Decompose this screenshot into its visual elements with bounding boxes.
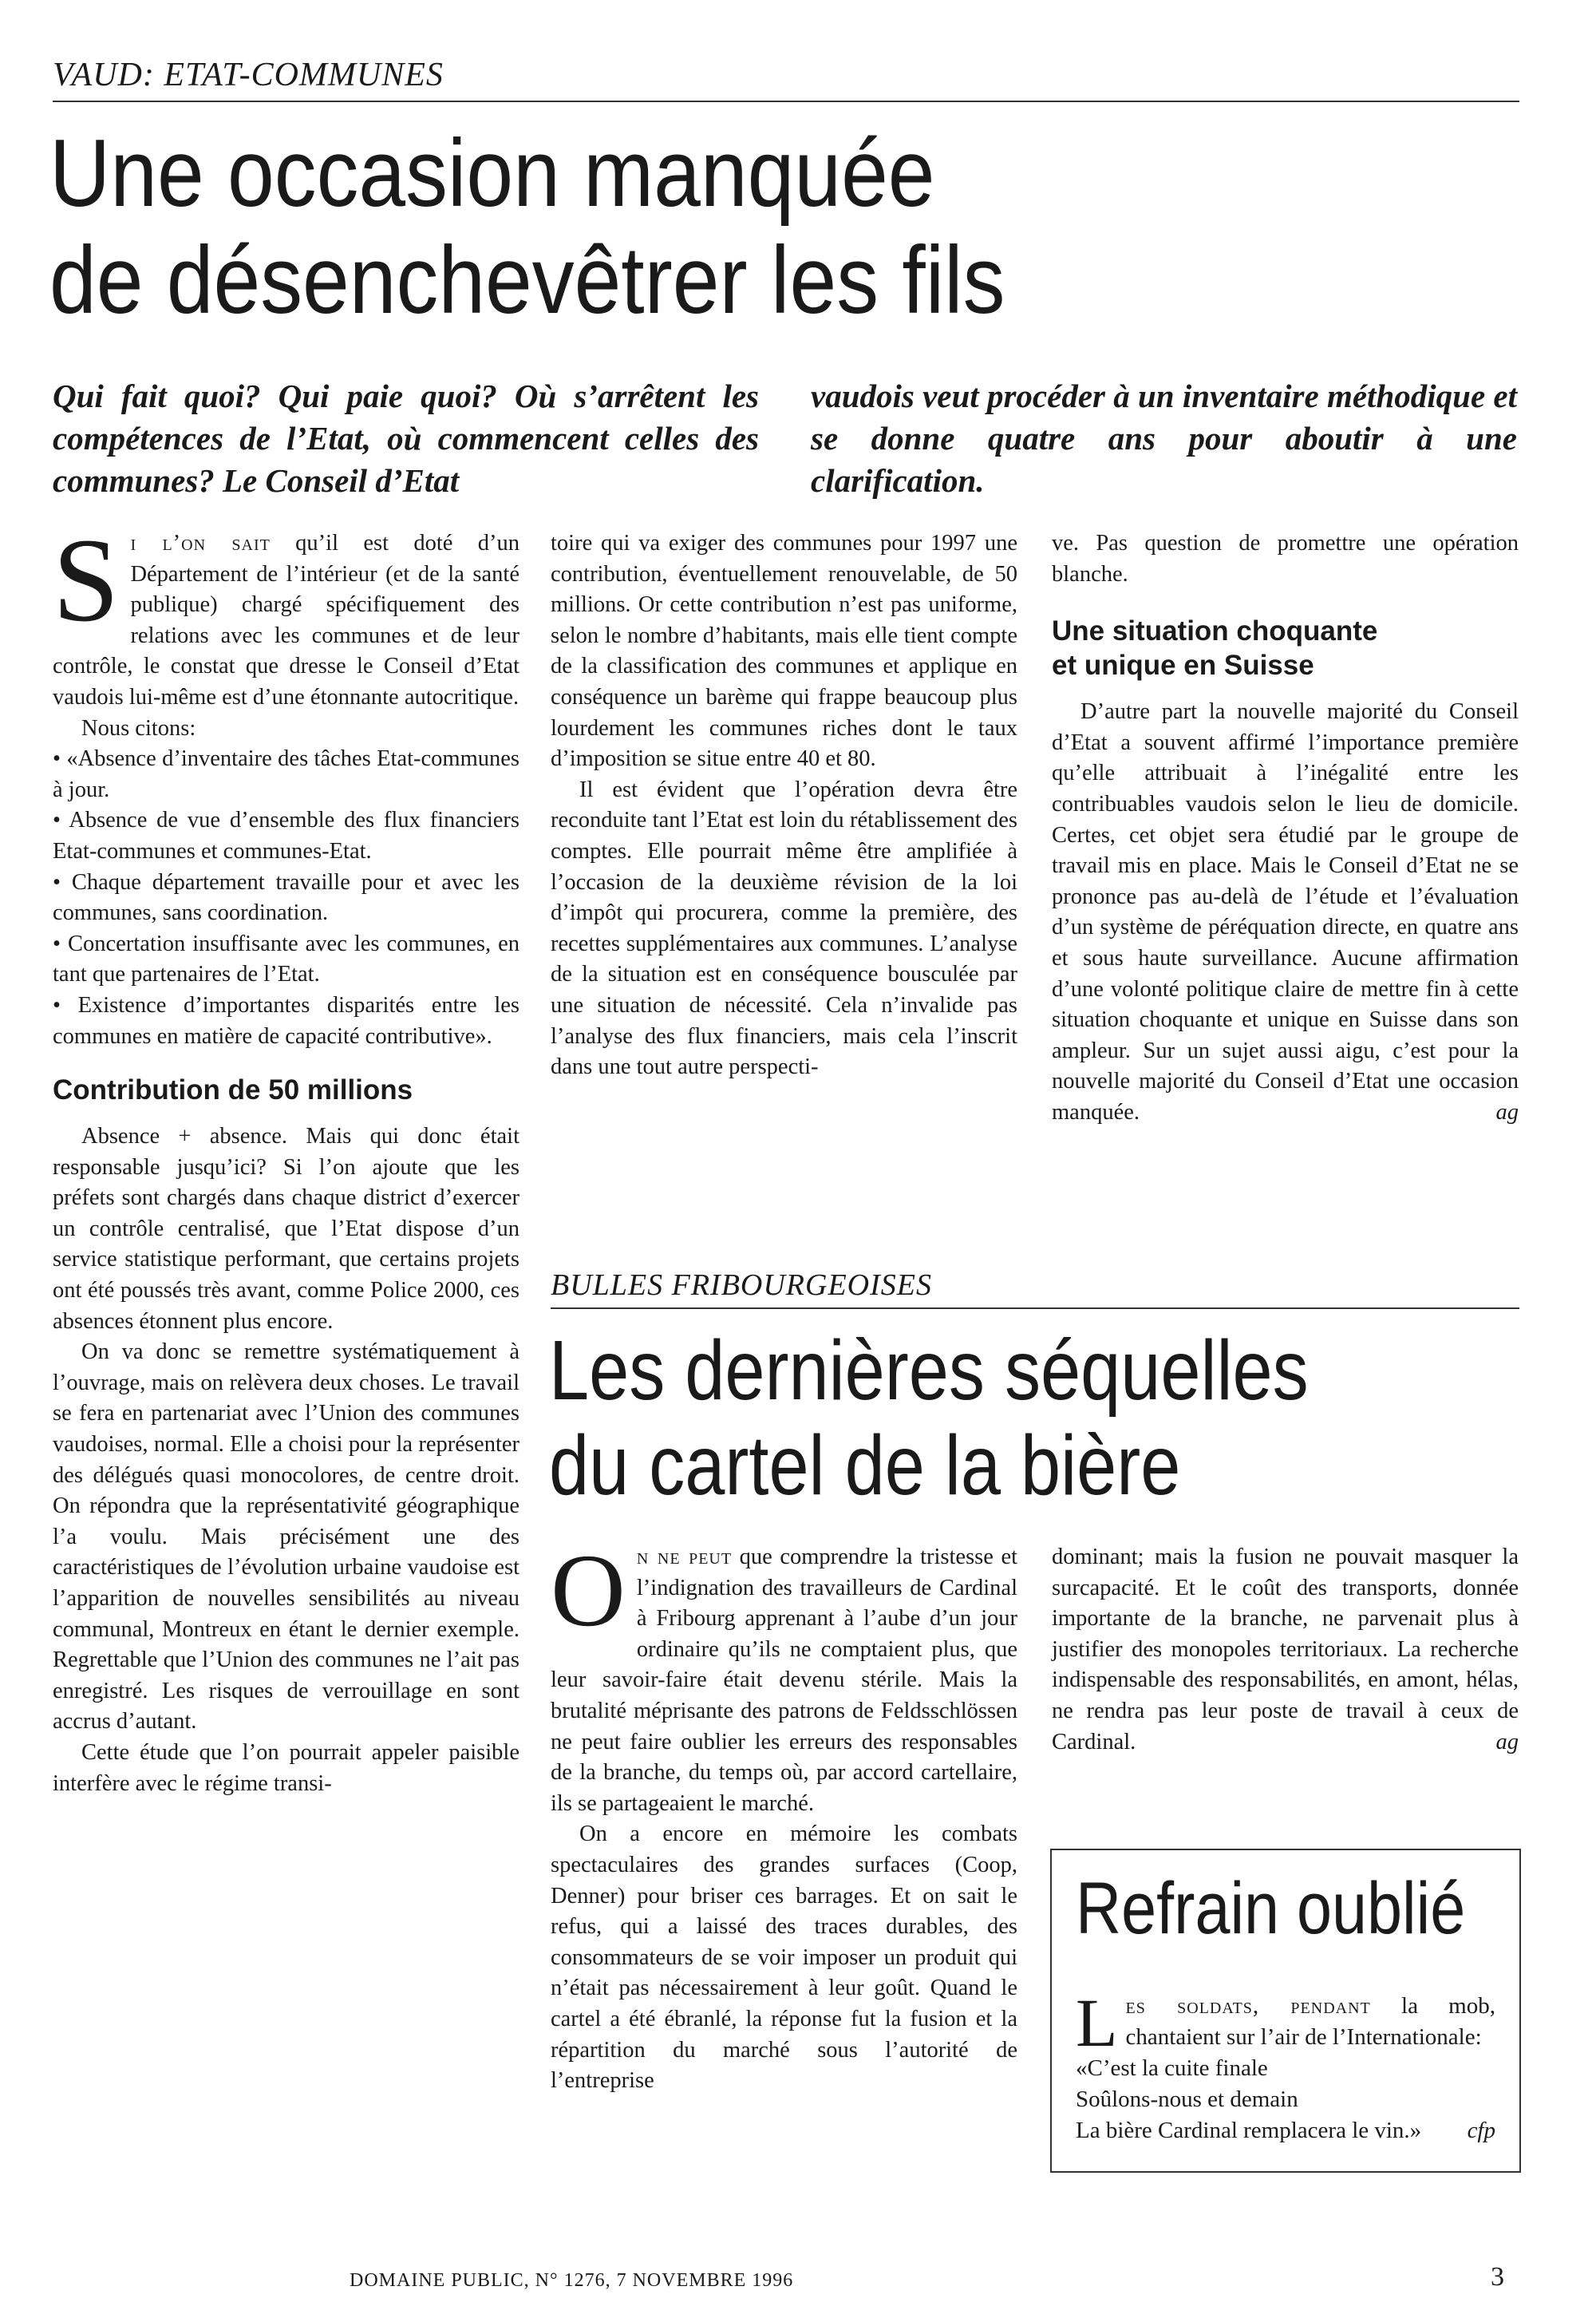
title-line-1: Une occasion manquée <box>49 120 935 227</box>
author-signature: ag <box>1495 1099 1519 1125</box>
section-kicker-2: BULLES FRIBOURGEOISES <box>551 1268 932 1302</box>
section-kicker: VAUD: ETAT-COMMUNES <box>53 57 444 93</box>
box-text <box>1076 1984 1495 2146</box>
paragraph: On va donc se remettre systématiquement à l’ouvrage, mais on relèvera deux choses. Le travail se fera en partenariat avec l’Union des communes vaudoises, normal. Elle a choisi pour la représenter des délégués quasi monocolores, de centre droit. On répondra que la représentativité géographique l’a voulu. Mais précisément une des caractéristiques de l’évolution urbaine vaudoise est l’apparition de nouvelles sensibilités au niveau communal, Montreux en étant le dernier exemple. Regrettable que l’Union des communes ne l’ait pas enregistré. Les risques de verrouillage en sont accrus d’autant. <box>53 1339 519 1735</box>
opening-smallcaps: n ne peut <box>636 1545 733 1569</box>
paragraph: On a encore en mémoire les combats spectaculaires des grandes surfaces (Coop, Denner) pour briser ces barrages. Et on sait le refus, qui a laissé des traces durables, des consommateurs de se voir imposer un produit qui n’était pas nécessairement à leur goût. Quand le cartel a été ébranlé, la réponse fut la fusion et la répartition du marché sous l’autorité de l’entreprise <box>551 1822 1017 2094</box>
page-number: 3 <box>1491 2262 1504 2292</box>
drop-cap: S <box>53 514 120 647</box>
verse-line: La bière Cardinal remplacera le vin.» cfp <box>1076 2115 1495 2146</box>
paragraph: D’autre part la nouvelle majorité du Conseil d’Etat a souvent affirmé l’importance première qu’elle attribuait à l’inégalité entre les contribuables vaudois selon le lieu de domicile. Certes, cet objet sera étudié par le groupe de travail mis en place. Mais le Conseil d’Etat ne se prononce pas au-delà de l’étude et l’évaluation d’un système de péréquation directe, en quatre ans et sous haute surveillance. Aucune affirmation d’une volonté politique claire de mettre fin à cette situation choquante et unique en Suisse dans son ampleur. Sur un sujet aussi aigu, c’est pour la nouvelle majorité du Conseil d’Etat une occasion manquée. ag <box>1052 697 1519 1128</box>
kicker-rule-2 <box>551 1307 1519 1309</box>
opening-smallcaps: i l’on sait <box>130 531 271 556</box>
subheading-situation: Une situation choquante et unique en Suisse <box>1052 615 1378 682</box>
sidebar-box <box>1050 1849 1521 2173</box>
author-signature: ag <box>1495 1729 1519 1754</box>
paragraph: ve. Pas question de promettre une opération blanche. <box>1052 531 1519 587</box>
lead-right: vaudois veut procéder à un inventaire méthodique et se donne quatre ans pour aboutir à une clarification. <box>811 378 1517 499</box>
article2-column-2 <box>1052 1542 1519 1758</box>
article-title-2 <box>549 1323 1507 1513</box>
list-item: • Chaque département travaille pour et avec les communes, sans coordination. <box>53 869 520 926</box>
bullet-list <box>53 744 519 1052</box>
list-item: • «Absence d’inventaire des tâches Etat-communes à jour. <box>53 746 519 802</box>
paragraph: Il est évident que l’opération devra être reconduite tant l’Etat est loin du rétablissement des comptes. Elle pourrait même être amplifiée à l’occasion de la deuxième révision de la loi d’impôt qui procurera, comme la première, des recettes supplémentaires aux communes. L’analyse de la situation est en conséquence bousculée par une situation de nécessité. Cela n’invalide pas l’analyse des flux financiers, mais cela l’inscrit dans une tout autre perspecti- <box>551 777 1017 1080</box>
title-line-2: de désenchevêtrer les fils <box>49 227 1005 334</box>
article-column-3 <box>1052 528 1519 1129</box>
verse-line: «C’est la cuite finale <box>1076 2055 1268 2081</box>
publication-footer: DOMAINE PUBLIC, N° 1276, 7 NOVEMBRE 1996 <box>350 2270 794 2291</box>
lead-left: Qui fait quoi? Qui paie quoi? Où s’arrêtent les compétences de l’Etat, où commencent celles des communes? Le Conseil d’Etat <box>53 378 759 499</box>
drop-cap: L <box>1076 1984 1118 2061</box>
kicker-rule <box>53 101 1519 102</box>
drop-cap: O <box>551 1533 626 1648</box>
article-column-2 <box>551 528 1017 1083</box>
paragraph: qu’il est doté d’un Département de l’intérieur (et de la santé publique) chargé spécifiquement des relations avec les communes et de leur contrôle, le constat que dresse le Conseil d’Etat vaudois lui-même est d’une étonnante autocritique. <box>53 531 519 710</box>
box-title: Refrain oublié <box>1076 1868 1466 1949</box>
list-item: • Absence de vue d’ensemble des flux financiers Etat-communes et communes-Etat. <box>53 808 519 864</box>
title-line-1: Les dernières séquelles <box>549 1323 1309 1418</box>
paragraph: Absence + absence. Mais qui donc était responsable jusqu’ici? Si l’on ajoute que les préfets sont chargés dans chaque district d’exercer un contrôle centralisé, que l’Etat dispose d’un service statistique performant, que certains projets ont été poussés très avant, comme Police 2000, ces absences étonnent plus encore. <box>53 1124 519 1334</box>
paragraph: Cette étude que l’on pourrait appeler paisible interfère avec le régime transi- <box>53 1739 519 1796</box>
article-title <box>49 120 1246 334</box>
opening-smallcaps: es soldats, pendant <box>1125 1993 1371 2019</box>
paragraph: Nous citons: <box>81 715 196 741</box>
paragraph: dominant; mais la fusion ne pouvait masquer la surcapacité. Et le coût des transports, donnée importante de la branche, ne parvenait plus à justifier des monopoles territoriaux. La recherche indispensable des responsabilités, en amont, hélas, ne rendra pas leur poste de travail à ceux de Cardinal. <box>1052 1545 1519 1754</box>
paragraph: la mob, chantaient sur l’air de l’Internationale: <box>1125 1993 1495 2050</box>
title-line-2: du cartel de la bière <box>549 1418 1181 1513</box>
verse-line: Soûlons-nous et demain <box>1076 2087 1298 2112</box>
list-item: • Concertation insuffisante avec les communes, en tant que partenaires de l’Etat. <box>53 931 519 987</box>
subheading-contribution: Contribution de 50 millions <box>53 1074 413 1106</box>
paragraph: toire qui va exiger des communes pour 1997 une contribution, éventuellement renouvelable, de 50 millions. Or cette contribution n’est pas uniforme, selon le nombre d’habitants, mais elle tient compte de la classification des communes et applique en conséquence un barème qui frappe beaucoup plus lourdement les communes riches dont le taux d’imposition se situe entre 40 et 80. <box>551 531 1017 772</box>
article-column-1 <box>53 514 520 1799</box>
author-signature: cfp <box>1467 2118 1495 2143</box>
paragraph: que comprendre la tristesse et l’indignation des travailleurs de Cardinal à Fribourg apprenant à l’aube d’un jour ordinaire qu’ils ne comptaient plus, que leur savoir-faire était devenu stérile. Mais la brutalité méprisante des patrons de Feldsschlössen ne peut faire oublier les erreurs des responsables de la branche, du temps où, par accord cartellaire, ils se partageaient le marché. <box>551 1545 1018 1816</box>
list-item: • Existence d’importantes disparités entre les communes en matière de capacité contributive». <box>53 992 519 1049</box>
article2-column-1 <box>551 1533 1018 2097</box>
